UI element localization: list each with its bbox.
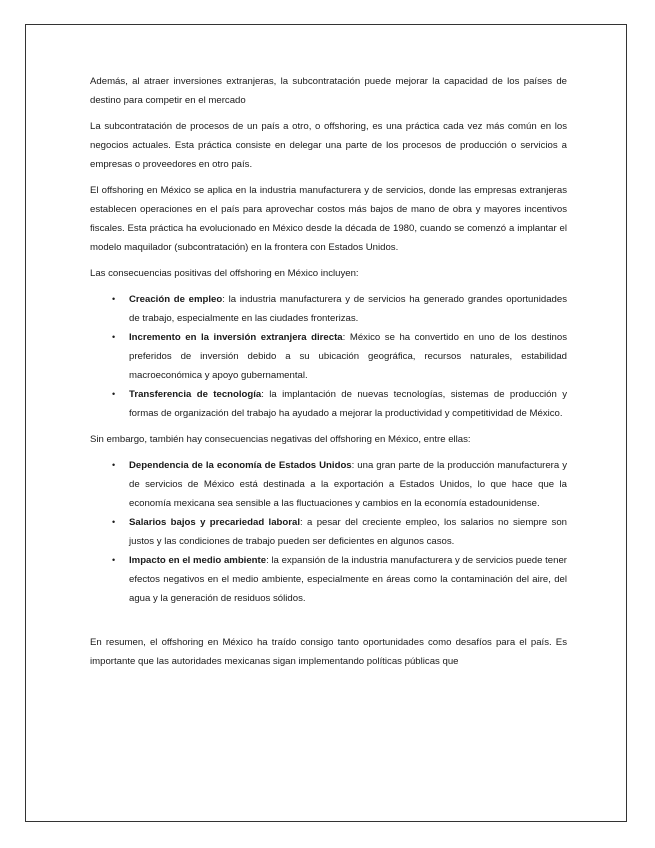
list-item [90,385,567,423]
list-item-title: Dependencia de la economía de Estados Unidos [129,460,352,471]
bullet-icon: • [112,517,116,527]
list-item-title: Salarios bajos y precariedad laboral [129,517,300,528]
paragraph-intro: Además, al atraer inversiones extranjeras, la subcontratación puede mejorar la capacidad de los países de destino para competir en el mercado [90,76,567,106]
bullet-icon: • [112,460,116,470]
list-item [90,513,567,551]
paragraph-positive-intro: Las consecuencias positivas del offshoring en México incluyen: [90,268,359,279]
bullet-icon: • [112,332,116,342]
list-item-text: : México se ha convertido en uno de los destinos preferidos de inversión debido a su ubicación geográfica, recursos naturales, estabilidad macroeconómica y apoyo gubernamental. [129,332,567,381]
negative-consequences-list [90,456,567,608]
bullet-icon: • [112,555,116,565]
list-item-text: : la implantación de nuevas tecnologías, sistemas de producción y formas de organización del trabajo ha ayudado a mejorar la productividad y competitividad de México. [129,389,567,419]
list-item-title: Incremento en la inversión extranjera directa [129,332,343,343]
list-item [90,456,567,513]
list-item-text: : la expansión de la industria manufacturera y de servicios puede tener efectos negativos en el medio ambiente, especialmente en áreas como la contaminación del aire, del agua y la generación de residuos sólidos. [129,555,568,604]
list-item-title: Creación de empleo [129,294,223,305]
list-item [90,328,567,385]
spacer [90,615,567,633]
bullet-icon: • [112,389,116,399]
list-item-text: : la industria manufacturera y de servicios ha generado grandes oportunidades de trabajo, especialmente en las ciudades fronterizas. [129,294,567,324]
paragraph-offshoring-mexico: El offshoring en México se aplica en la industria manufacturera y de servicios, donde las empresas extranjeras establecen operaciones en el país para aprovechar costos más bajos de mano de obra y mayores incentivos fiscales. Esta práctica ha evolucionado en México desde la década de 1980, cuando se comenzó a implantar el modelo maquilador (subcontratación) en la frontera con Estados Unidos. [90,185,567,253]
bullet-icon: • [112,294,116,304]
list-item-text: : a pesar del creciente empleo, los salarios no siempre son justos y las condiciones de trabajo pueden ser deficientes en algunos casos. [129,517,567,547]
paragraph-offshoring-definition: La subcontratación de procesos de un país a otro, o offshoring, es una práctica cada vez más común en los negocios actuales. Esta práctica consiste en delegar una parte de los procesos de producción o servicios a empresas o proveedores en otro país. [90,121,567,170]
list-item-text: : una gran parte de la producción manufacturera y de servicios de México está destinada a la exportación a Estados Unidos, lo que hace que la economía mexicana sea sensible a las fluctuaciones y cambios en la economía estadounidense. [129,460,567,509]
list-item [90,290,567,328]
list-item [90,551,567,608]
list-item-title: Transferencia de tecnología [129,389,262,400]
positive-consequences-list [90,290,567,423]
document-body [90,72,567,678]
list-item-title: Impacto en el medio ambiente [129,555,267,566]
paragraph-negative-intro: Sin embargo, también hay consecuencias negativas del offshoring en México, entre ellas: [90,434,471,445]
paragraph-summary: En resumen, el offshoring en México ha traído consigo tanto oportunidades como desafíos para el país. Es importante que las autoridades mexicanas sigan implementando políticas públicas que [90,637,567,667]
